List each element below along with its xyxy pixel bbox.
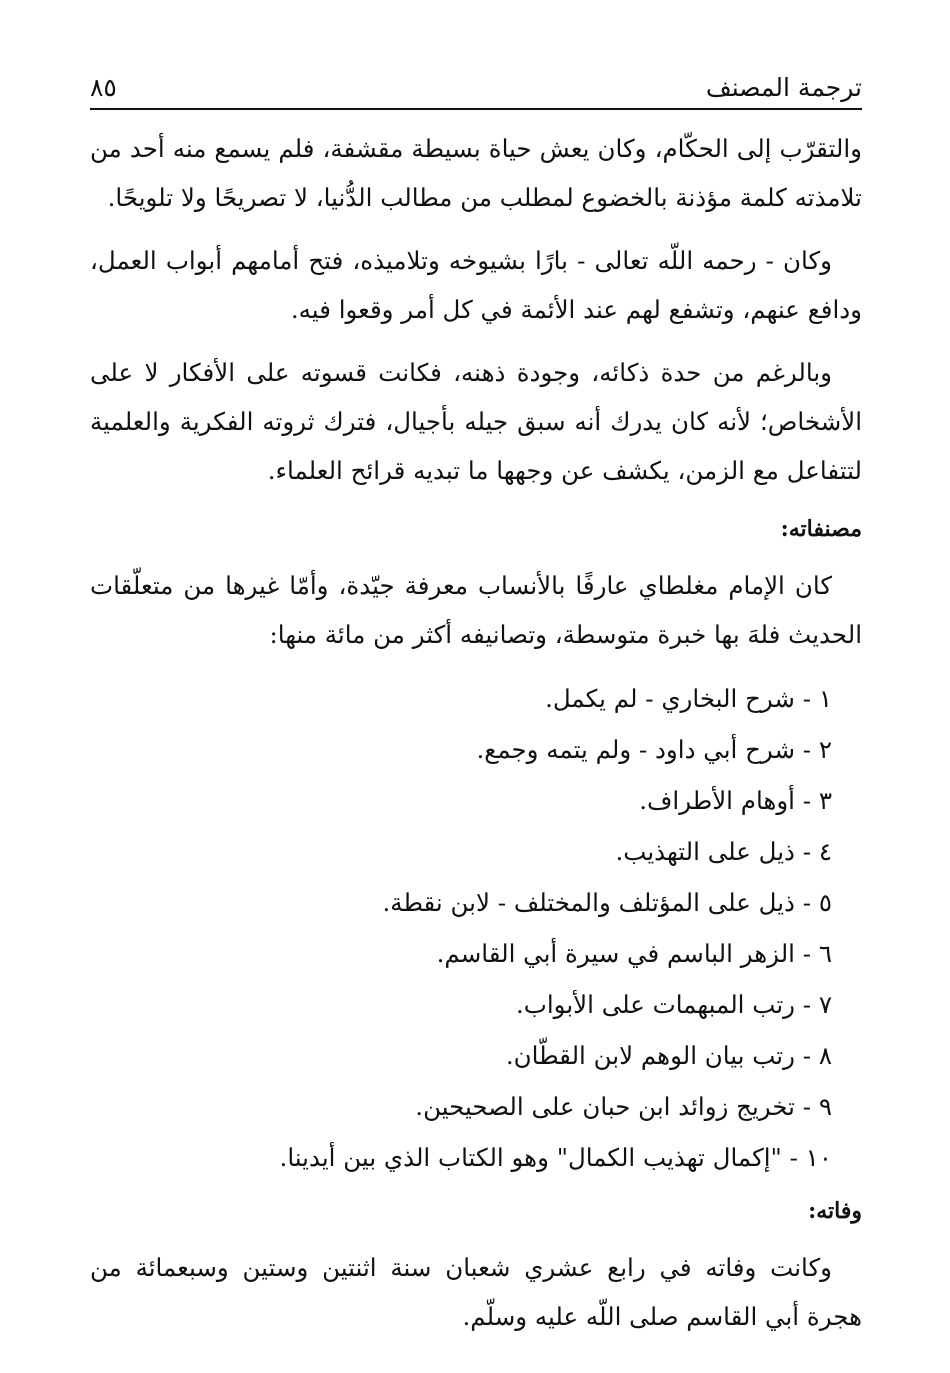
paragraph-intellect: وبالرغم من حدة ذكائه، وجودة ذهنه، فكانت قسوته على الأفكار لا على الأشخاص؛ لأنه كان يدرك أنه سبق جيله بأجيال، فترك ثروته الفكرية والعلمية لتتفاعل مع الزمن، يكشف عن وجهها ما تبديه قرائح العلماء.: [90, 358, 862, 485]
running-title: ترجمة المصنف: [705, 73, 862, 102]
works-list-item: ٩ - تخريج زوائد ابن حبان على الصحيحين.: [415, 1092, 832, 1121]
works-list-item: ١٠ - "إكمال تهذيب الكمال" وهو الكتاب الذي بين أيدينا.: [279, 1143, 832, 1172]
page-body: [90, 124, 862, 1341]
works-list-item: ٦ - الزهر الباسم في سيرة أبي القاسم.: [436, 939, 832, 968]
paragraph-continuation: والتقرّب إلى الحكّام، وكان يعش حياة بسيطة مقشفة، فلم يسمع منه أحد من تلامذته كلمة مؤذنة بالخضوع لمطلب من مطالب الدُّنيا، لا تصريحًا ولا تلويحًا.: [90, 134, 862, 212]
paragraph-death: وكانت وفاته في رابع عشري شعبان سنة اثنتين وستين وسبعمائة من هجرة أبي القاسم صلى اللّه عليه وسلّم.: [90, 1253, 862, 1331]
works-list-item: ٣ - أوهام الأطراف.: [639, 786, 832, 815]
paragraph-works-intro: كان الإمام مغلطاي عارفًا بالأنساب معرفة جيّدة، وأمّا غيرها من متعلّقات الحديث فلهَ بها خبرة متوسطة، وتصانيفه أكثر من مائة منها:: [90, 571, 862, 649]
works-list-item: ٢ - شرح أبي داود - ولم يتمه وجمع.: [476, 735, 832, 764]
works-heading: مصنفاته:: [780, 516, 862, 542]
works-list-item: ٥ - ذيل على المؤتلف والمختلف - لابن نقطة.: [382, 888, 832, 917]
book-page: [90, 62, 862, 1373]
works-list-item: ٤ - ذيل على التهذيب.: [615, 837, 832, 866]
works-list: [90, 673, 862, 1183]
works-list-item: ٨ - رتب بيان الوهم لابن القطّان.: [505, 1041, 832, 1070]
death-heading: وفاته:: [808, 1198, 862, 1224]
works-list-item: ١ - شرح البخاري - لم يكمل.: [545, 684, 832, 713]
running-header: [90, 62, 862, 110]
paragraph-students: وكان - رحمه اللّه تعالى - بارًا بشيوخه وتلاميذه، فتح أمامهم أبواب العمل، ودافع عنهم، وتشفع لهم عند الأئمة في كل أمر وقعوا فيه.: [90, 246, 862, 324]
page-number: ٨٥: [90, 73, 117, 102]
works-list-item: ٧ - رتب المبهمات على الأبواب.: [516, 990, 832, 1019]
